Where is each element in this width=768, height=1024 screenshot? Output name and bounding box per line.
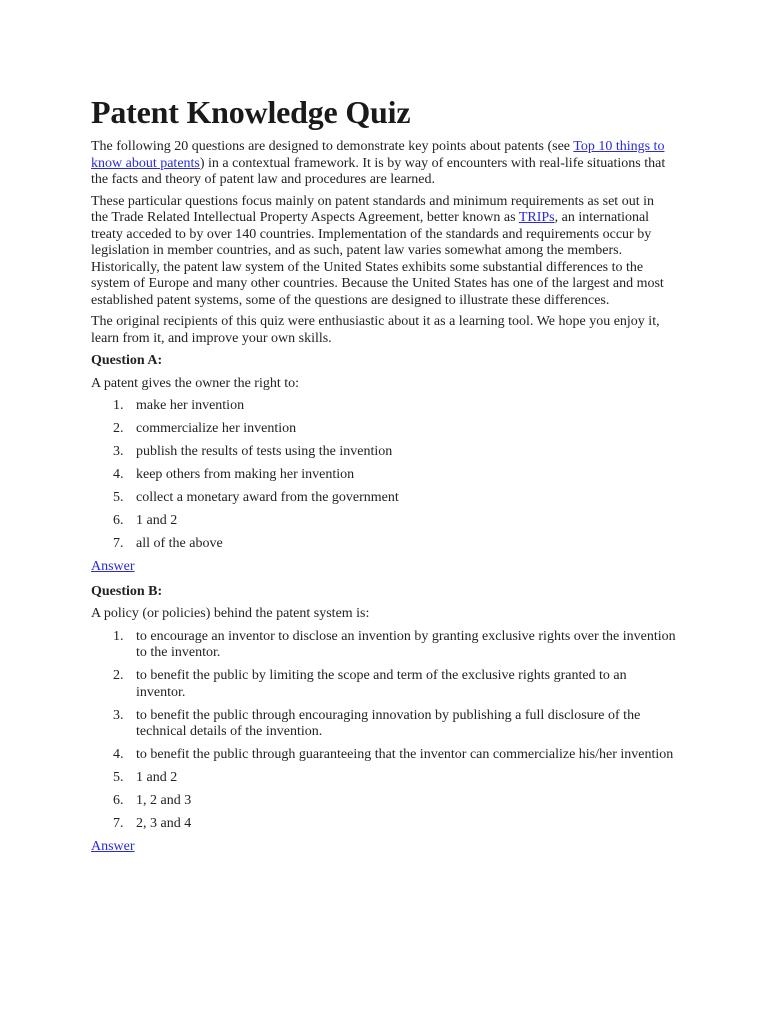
- option-text: commercialize her invention: [136, 421, 297, 436]
- option-text: collect a monetary award from the government: [136, 490, 399, 505]
- question-b-label: Question B:: [91, 583, 163, 599]
- option-item: [91, 747, 676, 764]
- question-b-options: [91, 628, 676, 833]
- option-text: keep others from making her invention: [136, 467, 355, 482]
- option-number: 6.: [113, 513, 124, 528]
- intro-paragraph-1: [91, 139, 671, 189]
- option-text: 1 and 2: [136, 513, 178, 528]
- option-number: 6.: [113, 793, 124, 808]
- option-text: to benefit the public through guaranteeing that the inventor can commercialize his/her invention: [136, 747, 674, 762]
- intro-paragraph-2: [91, 194, 671, 310]
- option-text: to benefit the public through encouraging innovation by publishing a full disclosure of the technical details of the invention.: [136, 707, 641, 739]
- option-item: [91, 793, 676, 810]
- option-number: 5.: [113, 770, 124, 785]
- option-item: [91, 770, 676, 787]
- question-a-answer-link[interactable]: Answer: [91, 559, 135, 574]
- option-item: [91, 444, 676, 461]
- top-10-things-link[interactable]: Top 10 things to know about patents: [91, 139, 665, 171]
- question-a-options: [91, 398, 671, 553]
- option-number: 2.: [113, 421, 124, 436]
- option-number: 2.: [113, 668, 124, 683]
- document-page: [91, 92, 676, 864]
- option-text: 2, 3 and 4: [136, 816, 192, 831]
- option-number: 4.: [113, 747, 124, 762]
- question-a-text: A patent gives the owner the right to:: [91, 375, 300, 391]
- option-number: 3.: [113, 444, 124, 459]
- option-item: [91, 536, 676, 553]
- option-item: [91, 668, 676, 701]
- option-number: 1.: [113, 628, 124, 644]
- option-item: [91, 708, 676, 741]
- option-item: [91, 490, 676, 507]
- option-text: make her invention: [136, 398, 245, 413]
- option-number: 7.: [113, 536, 124, 551]
- option-item: [91, 513, 676, 530]
- option-item: [91, 629, 676, 662]
- intro-text: These particular questions focus mainly on patent standards and minimum requirements as set out in the Trade Related Intellectual Property Aspects Agreement, better known as: [91, 193, 654, 225]
- option-item: [91, 421, 676, 438]
- option-text: 1 and 2: [136, 770, 178, 785]
- option-number: 4.: [113, 467, 124, 482]
- option-text: 1, 2 and 3: [136, 793, 192, 808]
- option-item: [91, 816, 676, 833]
- option-number: 1.: [113, 398, 124, 413]
- option-item: [91, 398, 676, 415]
- option-number: 5.: [113, 490, 124, 505]
- option-text: all of the above: [136, 536, 223, 551]
- option-text: publish the results of tests using the invention: [136, 444, 393, 459]
- intro-text: , an international treaty acceded to by over 140 countries. Implementation of the standards and requirements occur by legislation in member countries, and as such, patent law varies somewhat among the members. Historically, the patent law system of the United States exhibits some substantial differences to the system of Europe and many other countries. Because the United States has one of the largest and most established patent systems, some of the questions are designed to illustrate these differences.: [91, 210, 664, 308]
- trips-link[interactable]: TRIPs: [518, 210, 555, 225]
- question-a-label: Question A:: [91, 353, 163, 368]
- option-item: [91, 467, 676, 484]
- option-text: to encourage an inventor to disclose an invention by granting exclusive rights over the invention to the inventor.: [136, 628, 676, 660]
- option-number: 3.: [113, 707, 124, 723]
- intro-text: The following 20 questions are designed to demonstrate key points about patents (see: [91, 139, 574, 154]
- option-number: 7.: [113, 816, 124, 831]
- question-b-answer-link[interactable]: Answer: [91, 839, 135, 854]
- intro-paragraph-3: The original recipients of this quiz were enthusiastic about it as a learning tool. We hope you enjoy it, learn from it, and improve your own skills.: [91, 314, 660, 346]
- question-b-text: A policy (or policies) behind the patent system is:: [91, 606, 370, 621]
- option-text: to benefit the public by limiting the scope and term of the exclusive rights granted to an inventor.: [136, 668, 627, 700]
- intro-text: ) in a contextual framework. It is by way of encounters with real-life situations that the facts and theory of patent law and procedures are learned.: [91, 155, 666, 187]
- page-title: Patent Knowledge Quiz: [91, 94, 411, 130]
